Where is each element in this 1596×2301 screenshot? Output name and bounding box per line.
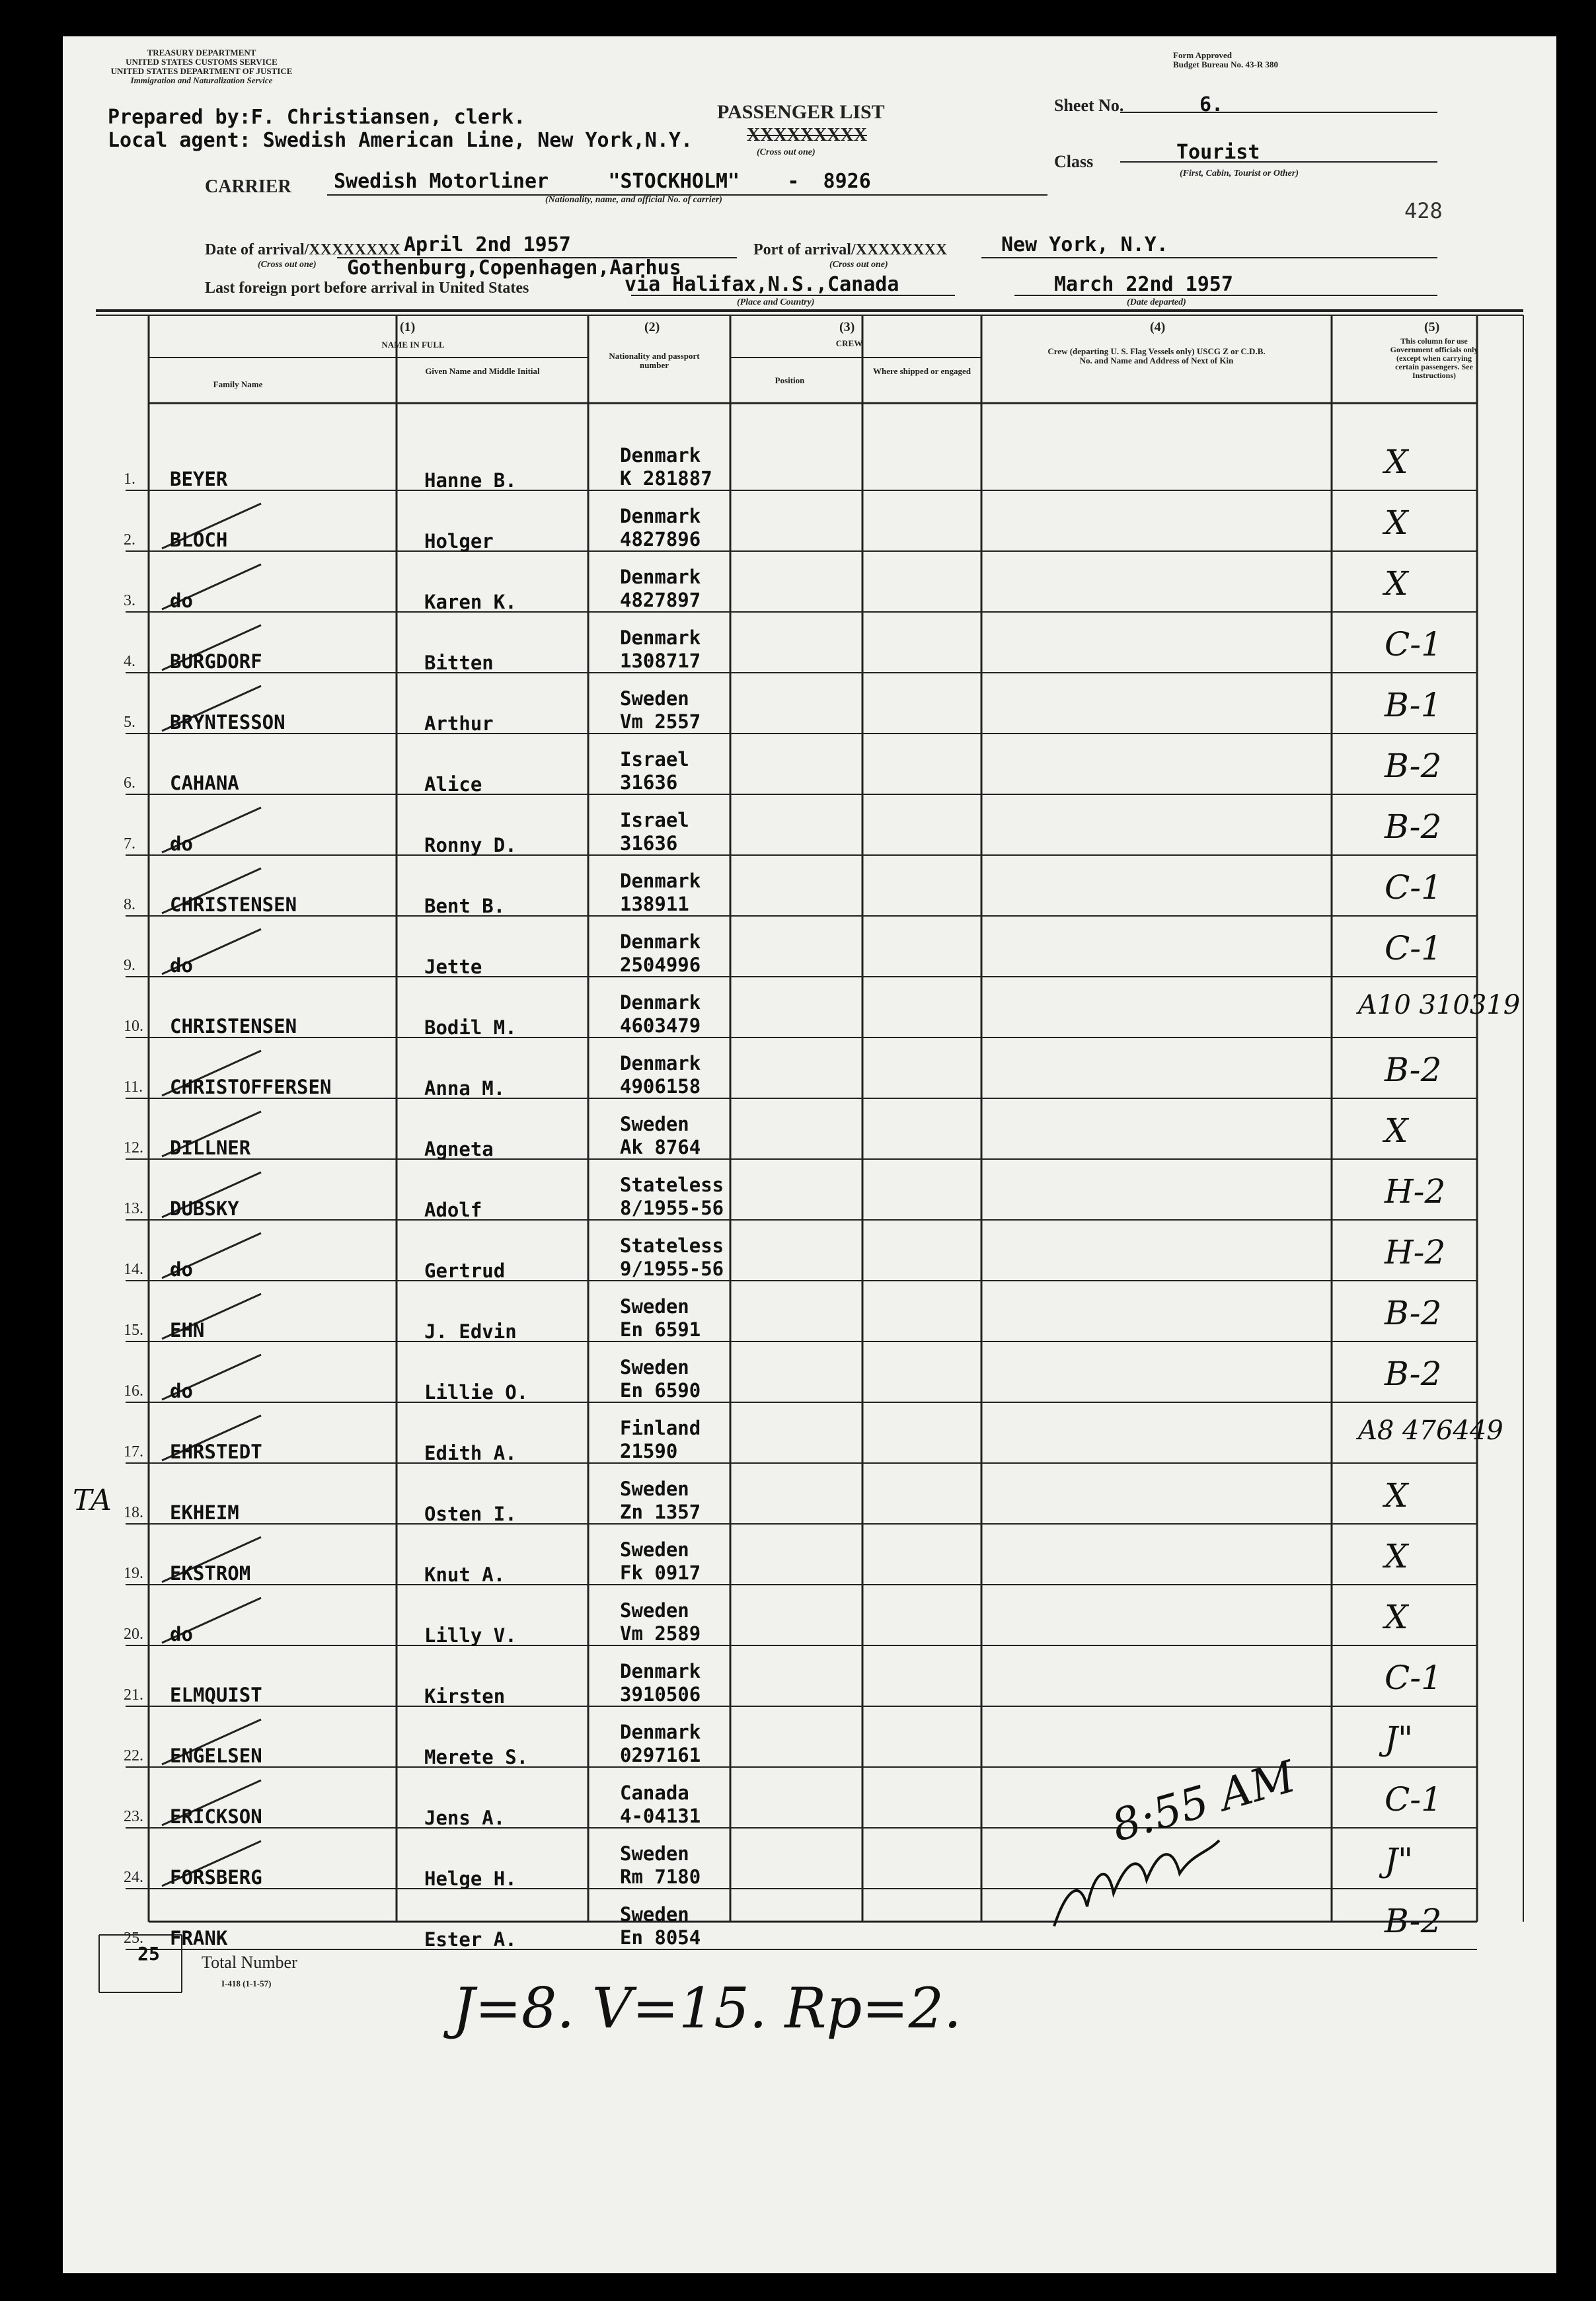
- class-hint: (First, Cabin, Tourist or Other): [1180, 169, 1299, 178]
- form-approved-line-1: Form Approved: [1173, 50, 1232, 60]
- row-number: 1.: [124, 471, 135, 488]
- official-mark: A8 476449: [1358, 1415, 1503, 1446]
- family-name: do: [170, 589, 193, 612]
- passport-number: En 6591: [620, 1318, 701, 1341]
- nationality: Canada: [620, 1782, 689, 1804]
- nationality: Denmark: [620, 566, 701, 588]
- col3a-title: Position: [775, 375, 805, 385]
- nationality: Stateless: [620, 1234, 724, 1257]
- nationality: Denmark: [620, 444, 701, 467]
- nationality: Sweden: [620, 1599, 689, 1622]
- row-number: 10.: [124, 1018, 143, 1035]
- given-name: Ester A.: [424, 1928, 517, 1951]
- given-name: Adolf: [424, 1199, 482, 1221]
- col2-title: Nationality and passport number: [609, 351, 700, 370]
- port-hint: (Cross out one): [829, 260, 888, 270]
- given-name: Helge H.: [424, 1867, 517, 1890]
- family-name: CHRISTENSEN: [170, 1015, 297, 1037]
- row-number: 14.: [124, 1261, 143, 1278]
- given-name: Bent B.: [424, 895, 506, 917]
- prepared-by: Prepared by:F. Christiansen, clerk.: [108, 106, 526, 129]
- official-mark: H-2: [1385, 1172, 1446, 1211]
- local-agent: Local agent: Swedish American Line, New York,N.Y.: [108, 129, 693, 152]
- signature-time: 8:55 AM: [1106, 1751, 1301, 1852]
- row-number: 6.: [124, 774, 135, 792]
- class-label: Class: [1054, 152, 1094, 171]
- col4-title: Crew (departing U. S. Flag Vessels only) USCG Z or C.D.B. No. and Name and Address of Next of Kin: [1047, 346, 1266, 365]
- last-port-value: via Halifax,N.S.,Canada: [625, 273, 899, 296]
- given-name: Bitten: [424, 652, 494, 674]
- class-value: Tourist: [1176, 141, 1260, 164]
- form-approved-line-2: Budget Bureau No. 43-R 380: [1173, 59, 1279, 69]
- nationality: Sweden: [620, 687, 689, 710]
- nationality: Israel: [620, 748, 689, 771]
- row-number: 17.: [124, 1443, 143, 1460]
- family-name: EKSTROM: [170, 1562, 251, 1585]
- family-name: do: [170, 1258, 193, 1281]
- col5-title: This column for use Government officials only (except when carrying certain passengers. See Instructions): [1390, 336, 1478, 380]
- nationality: Denmark: [620, 870, 701, 892]
- family-name: CHRISTENSEN: [170, 893, 297, 916]
- passport-number: 4906158: [620, 1075, 701, 1098]
- nationality: Stateless: [620, 1174, 724, 1196]
- given-name: Alice: [424, 773, 482, 796]
- nationality: Denmark: [620, 626, 701, 649]
- official-mark: B-1: [1385, 686, 1442, 724]
- list-title-hint: (Cross out one): [757, 147, 816, 157]
- passport-number: 31636: [620, 832, 678, 854]
- nationality: Israel: [620, 809, 689, 831]
- given-name: Anna M.: [424, 1077, 506, 1100]
- handwritten-signature: [1041, 1834, 1239, 1943]
- family-name: BLOCH: [170, 529, 228, 551]
- family-name: DUBSKY: [170, 1197, 239, 1220]
- passport-number: 4-04131: [620, 1805, 701, 1827]
- port-label: Port of arrival/XXXXXXXX: [753, 241, 948, 258]
- passport-number: 4827897: [620, 589, 701, 611]
- given-name: Kirsten: [424, 1685, 506, 1708]
- place-hint: (Place and Country): [737, 297, 815, 307]
- date-departed-value: March 22nd 1957: [1054, 273, 1233, 296]
- family-name: do: [170, 1380, 193, 1402]
- nationality: Denmark: [620, 1721, 701, 1743]
- given-name: Osten I.: [424, 1503, 517, 1525]
- row-number: 4.: [124, 653, 135, 670]
- official-mark: C-1: [1385, 868, 1442, 907]
- col2-number: (2): [644, 320, 660, 334]
- family-name: BRYNTESSON: [170, 711, 285, 734]
- family-name: BEYER: [170, 468, 228, 490]
- family-name: EHN: [170, 1319, 205, 1341]
- last-port-label: Last foreign port before arrival in United States: [205, 280, 529, 297]
- official-mark: J": [1385, 1841, 1414, 1879]
- nationality: Sweden: [620, 1903, 689, 1926]
- margin-note: TA: [73, 1484, 112, 1517]
- family-name: do: [170, 833, 193, 855]
- col5-number: (5): [1424, 320, 1440, 334]
- given-name: Gertrud: [424, 1260, 506, 1282]
- given-name: J. Edvin: [424, 1320, 517, 1343]
- family-name: CAHANA: [170, 772, 239, 794]
- official-mark: H-2: [1385, 1233, 1446, 1271]
- passport-number: 4603479: [620, 1014, 701, 1037]
- given-name: Lilly V.: [424, 1624, 517, 1647]
- row-number: 18.: [124, 1504, 143, 1521]
- official-mark: X: [1385, 504, 1408, 542]
- official-mark: C-1: [1385, 625, 1442, 663]
- ports-value: Gothenburg,Copenhagen,Aarhus: [347, 256, 681, 280]
- passport-number: Fk 0917: [620, 1562, 701, 1584]
- col3b-title: Where shipped or engaged: [873, 366, 971, 376]
- total-label: Total Number: [202, 1953, 297, 1972]
- passport-number: Ak 8764: [620, 1136, 701, 1158]
- passport-number: 21590: [620, 1440, 678, 1462]
- official-mark: X: [1385, 1598, 1408, 1636]
- given-name: Jens A.: [424, 1807, 506, 1829]
- given-name: Bodil M.: [424, 1016, 517, 1039]
- row-number: 3.: [124, 592, 135, 609]
- given-name: Karen K.: [424, 591, 517, 613]
- official-mark: C-1: [1385, 1780, 1442, 1819]
- given-name: Agneta: [424, 1138, 494, 1160]
- nationality: Sweden: [620, 1538, 689, 1561]
- passport-number: Rm 7180: [620, 1866, 701, 1888]
- official-mark: B-2: [1385, 808, 1442, 846]
- stamp-number: 428: [1404, 198, 1443, 223]
- passport-number: 1308717: [620, 650, 701, 672]
- official-mark: A10 310319: [1358, 990, 1521, 1020]
- row-number: 5.: [124, 714, 135, 731]
- col1-number: (1): [400, 320, 416, 334]
- official-mark: X: [1385, 564, 1408, 603]
- official-mark: B-2: [1385, 1051, 1442, 1089]
- row-number: 9.: [124, 957, 135, 974]
- sheet-number: 6.: [1199, 93, 1224, 116]
- official-mark: B-2: [1385, 1355, 1442, 1393]
- nationality: Sweden: [620, 1356, 689, 1378]
- nationality: Sweden: [620, 1842, 689, 1865]
- nationality: Denmark: [620, 1660, 701, 1682]
- family-name: do: [170, 1623, 193, 1645]
- family-name: ERICKSON: [170, 1805, 262, 1828]
- family-name: ENGELSEN: [170, 1745, 262, 1767]
- agency-line-2: UNITED STATES CUSTOMS SERVICE: [126, 57, 278, 67]
- passenger-list-page: [63, 36, 1556, 2273]
- passport-number: Vm 2589: [620, 1622, 701, 1645]
- passport-number: Vm 2557: [620, 710, 701, 733]
- family-name: CHRISTOFFERSEN: [170, 1076, 332, 1098]
- port-value: New York, N.Y.: [1001, 233, 1168, 256]
- nationality: Sweden: [620, 1478, 689, 1500]
- given-name: Knut A.: [424, 1564, 506, 1586]
- carrier-hint: (Nationality, name, and official No. of carrier): [545, 195, 722, 205]
- family-name: do: [170, 954, 193, 977]
- row-number: 23.: [124, 1808, 143, 1825]
- nationality: Sweden: [620, 1113, 689, 1135]
- passport-number: 2504996: [620, 954, 701, 976]
- official-mark: C-1: [1385, 1659, 1442, 1697]
- col4-number: (4): [1150, 320, 1166, 334]
- row-number: 8.: [124, 896, 135, 913]
- given-name: Hanne B.: [424, 469, 517, 492]
- row-number: 15.: [124, 1322, 143, 1339]
- family-name: EHRSTEDT: [170, 1441, 262, 1463]
- nationality: Denmark: [620, 991, 701, 1014]
- row-number: 21.: [124, 1686, 143, 1704]
- family-name: DILLNER: [170, 1137, 251, 1159]
- col3-number: (3): [839, 320, 855, 334]
- passport-number: 3910506: [620, 1683, 701, 1706]
- passport-number: 8/1955-56: [620, 1197, 724, 1219]
- row-number: 7.: [124, 835, 135, 852]
- passport-number: 31636: [620, 771, 678, 794]
- passport-number: En 8054: [620, 1926, 701, 1949]
- official-mark: B-2: [1385, 1294, 1442, 1332]
- official-mark: J": [1385, 1719, 1414, 1758]
- official-mark: X: [1385, 1537, 1408, 1575]
- nationality: Denmark: [620, 505, 701, 527]
- row-number: 2.: [124, 531, 135, 548]
- official-mark: X: [1385, 1476, 1408, 1515]
- col1b-title: Given Name and Middle Initial: [425, 366, 540, 376]
- form-code: I-418 (1-1-57): [221, 1979, 272, 1988]
- family-name: FORSBERG: [170, 1866, 262, 1889]
- official-mark: B-2: [1385, 1902, 1442, 1940]
- given-name: Edith A.: [424, 1442, 517, 1464]
- passport-number: 4827896: [620, 528, 701, 550]
- passport-number: En 6590: [620, 1379, 701, 1402]
- agency-line-4: Immigration and Naturalization Service: [130, 75, 273, 85]
- given-name: Ronny D.: [424, 834, 517, 856]
- family-name: FRANK: [170, 1927, 228, 1949]
- passport-number: K 281887: [620, 467, 712, 490]
- date-label: Date of arrival/XXXXXXXX: [205, 241, 400, 258]
- family-name: BURGDORF: [170, 650, 262, 673]
- passport-number: 9/1955-56: [620, 1258, 724, 1280]
- tally-note: J=8. V=15. Rp=2.: [453, 1976, 962, 2041]
- list-title: PASSENGER LIST: [717, 101, 885, 123]
- family-name: EKHEIM: [170, 1501, 239, 1524]
- nationality: Denmark: [620, 930, 701, 953]
- carrier-value: Swedish Motorliner "STOCKHOLM" - 8926: [334, 170, 871, 193]
- row-number: 16.: [124, 1382, 143, 1400]
- date-hint: (Cross out one): [258, 260, 317, 270]
- given-name: Holger: [424, 530, 494, 552]
- passport-number: Zn 1357: [620, 1501, 701, 1523]
- official-mark: B-2: [1385, 747, 1442, 785]
- agency-line-3: UNITED STATES DEPARTMENT OF JUSTICE: [110, 66, 293, 76]
- row-number: 20.: [124, 1626, 143, 1643]
- given-name: Arthur: [424, 712, 494, 735]
- passport-number: 0297161: [620, 1744, 701, 1766]
- agency-line-1: TREASURY DEPARTMENT: [147, 48, 256, 57]
- row-number: 22.: [124, 1747, 143, 1764]
- row-number: 25.: [124, 1930, 143, 1947]
- given-name: Merete S.: [424, 1746, 529, 1768]
- date-departed-hint: (Date departed): [1127, 297, 1186, 307]
- crew-list-struck: XXXXXXXXX: [747, 125, 867, 145]
- row-number: 13.: [124, 1200, 143, 1217]
- official-mark: C-1: [1385, 929, 1442, 967]
- official-mark: X: [1385, 443, 1408, 481]
- nationality: Denmark: [620, 1052, 701, 1075]
- row-number: 11.: [124, 1078, 143, 1096]
- col1-title: NAME IN FULL: [381, 340, 445, 350]
- col3-title: CREW: [835, 338, 863, 348]
- nationality: Sweden: [620, 1295, 689, 1318]
- col1a-title: Family Name: [213, 379, 263, 389]
- family-name: ELMQUIST: [170, 1684, 262, 1706]
- official-mark: X: [1385, 1112, 1408, 1150]
- row-number: 19.: [124, 1565, 143, 1582]
- given-name: Jette: [424, 956, 482, 978]
- carrier-label: CARRIER: [205, 176, 291, 197]
- row-number: 24.: [124, 1869, 143, 1886]
- total-count: 25: [137, 1943, 160, 1965]
- form-rules: [63, 36, 1556, 2273]
- given-name: Lillie O.: [424, 1381, 529, 1404]
- passport-number: 138911: [620, 893, 689, 915]
- date-value: April 2nd 1957: [404, 233, 571, 256]
- sheet-label: Sheet No.: [1054, 96, 1124, 115]
- row-number: 12.: [124, 1139, 143, 1156]
- nationality: Finland: [620, 1417, 701, 1439]
